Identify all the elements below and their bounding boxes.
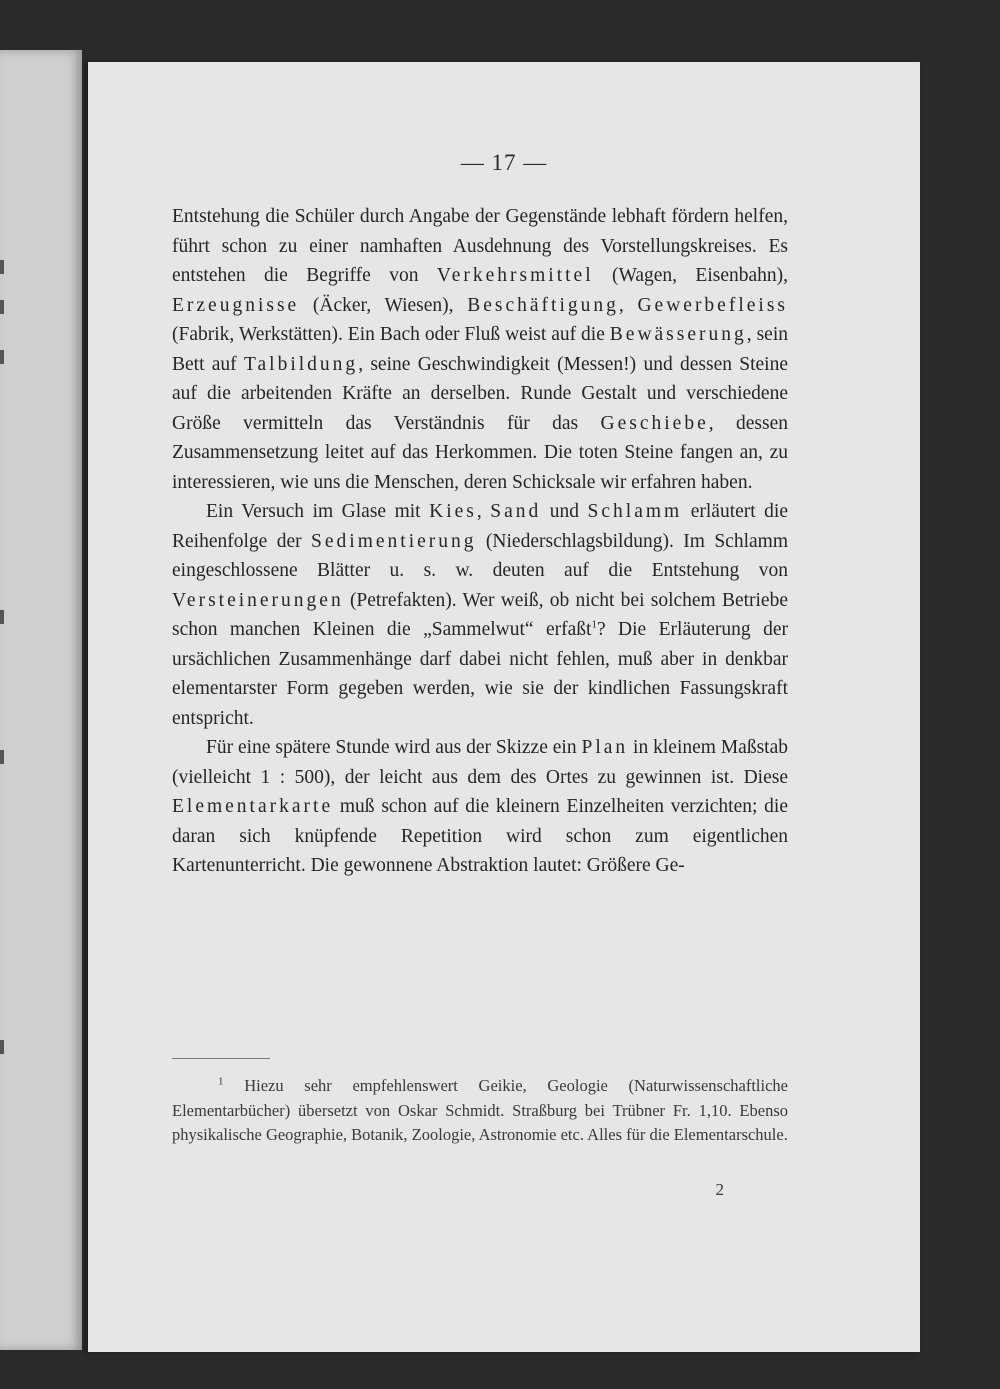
footnote-ref: 1	[591, 618, 597, 631]
book-page	[88, 62, 920, 1352]
paragraph-3: Für eine spätere Stunde wird aus der Skizze ein Plan in kleinem Maßstab (vielleicht 1 : 500), der leicht aus dem des Ortes zu gewinnen ist. Diese Elementarkarte muß schon auf die kleinern Einzelheiten verzichten; die daran sich knüpfende Repetition wird schon zum eigentlichen Kartenunterricht. Die gewonnene Abstraktion lautet: Größere Ge-	[172, 737, 788, 876]
footnote	[172, 1074, 788, 1148]
page-number: — 17 —	[460, 150, 548, 175]
edge-mark	[0, 610, 4, 624]
paragraph-1: Entstehung die Schüler durch Angabe der Gegenstände lebhaft fördern helfen, führt schon zu einer namhaften Ausdehnung des Vorstellungskreises. Es entstehen die Begriffe von Verkehrsmittel (Wagen, Eisenbahn), Erzeugnisse (Äcker, Wiesen), Beschäftigung, Gewerbefleiss (Fabrik, Werkstätten). Ein Bach oder Fluß weist auf die Bewässerung, sein Bett auf Talbildung, seine Geschwindigkeit (Messen!) und dessen Steine auf die arbeitenden Kräfte an derselben. Runde Gestalt und verschiedene Größe vermitteln das Verständnis für das Geschiebe, dessen Zusammensetzung leitet auf das Herkommen. Die toten Steine fangen an, zu interessieren, wie uns die Menschen, deren Schicksale wir erfahren haben.	[172, 206, 789, 493]
facing-page-edge	[0, 50, 82, 1350]
edge-mark	[0, 1040, 4, 1054]
footnote-marker: 1	[218, 1075, 224, 1088]
edge-mark	[0, 350, 4, 364]
paragraph-2: Ein Versuch im Glase mit Kies, Sand und Schlamm erläutert die Reihenfolge der Sedimentierung (Niederschlagsbildung). Im Schlamm eingeschlossene Blätter u. s. w. deuten auf die Entstehung von Versteinerungen (Petrefakten). Wer weiß, ob nicht bei solchem Betriebe schon manchen Kleinen die „Sammelwut“ erfaßt$^1$? Die Erläuterung der ursächlichen Zusammenhänge darf dabei nicht fehlen, muß aber in denkbar elementarster Form gegeben werden, wie sie der kindlichen Fassungskraft entspricht.	[172, 501, 789, 729]
edge-mark	[0, 300, 4, 314]
edge-mark	[0, 750, 4, 764]
footnote-text: Hiezu sehr empfehlenswert Geikie, Geologie (Naturwissenschaftliche Elementarbücher) übersetzt von Oskar Schmidt. Straßburg bei Trübner Fr. 1,10. Ebenso physikalische Geographie, Botanik, Zoologie, Astronomie etc. Alles für die Elementarschule.	[172, 1076, 788, 1144]
footnote-divider	[172, 1058, 270, 1059]
signature-mark: 2	[715, 1180, 724, 1199]
edge-mark	[0, 260, 4, 274]
body-text	[172, 202, 788, 881]
